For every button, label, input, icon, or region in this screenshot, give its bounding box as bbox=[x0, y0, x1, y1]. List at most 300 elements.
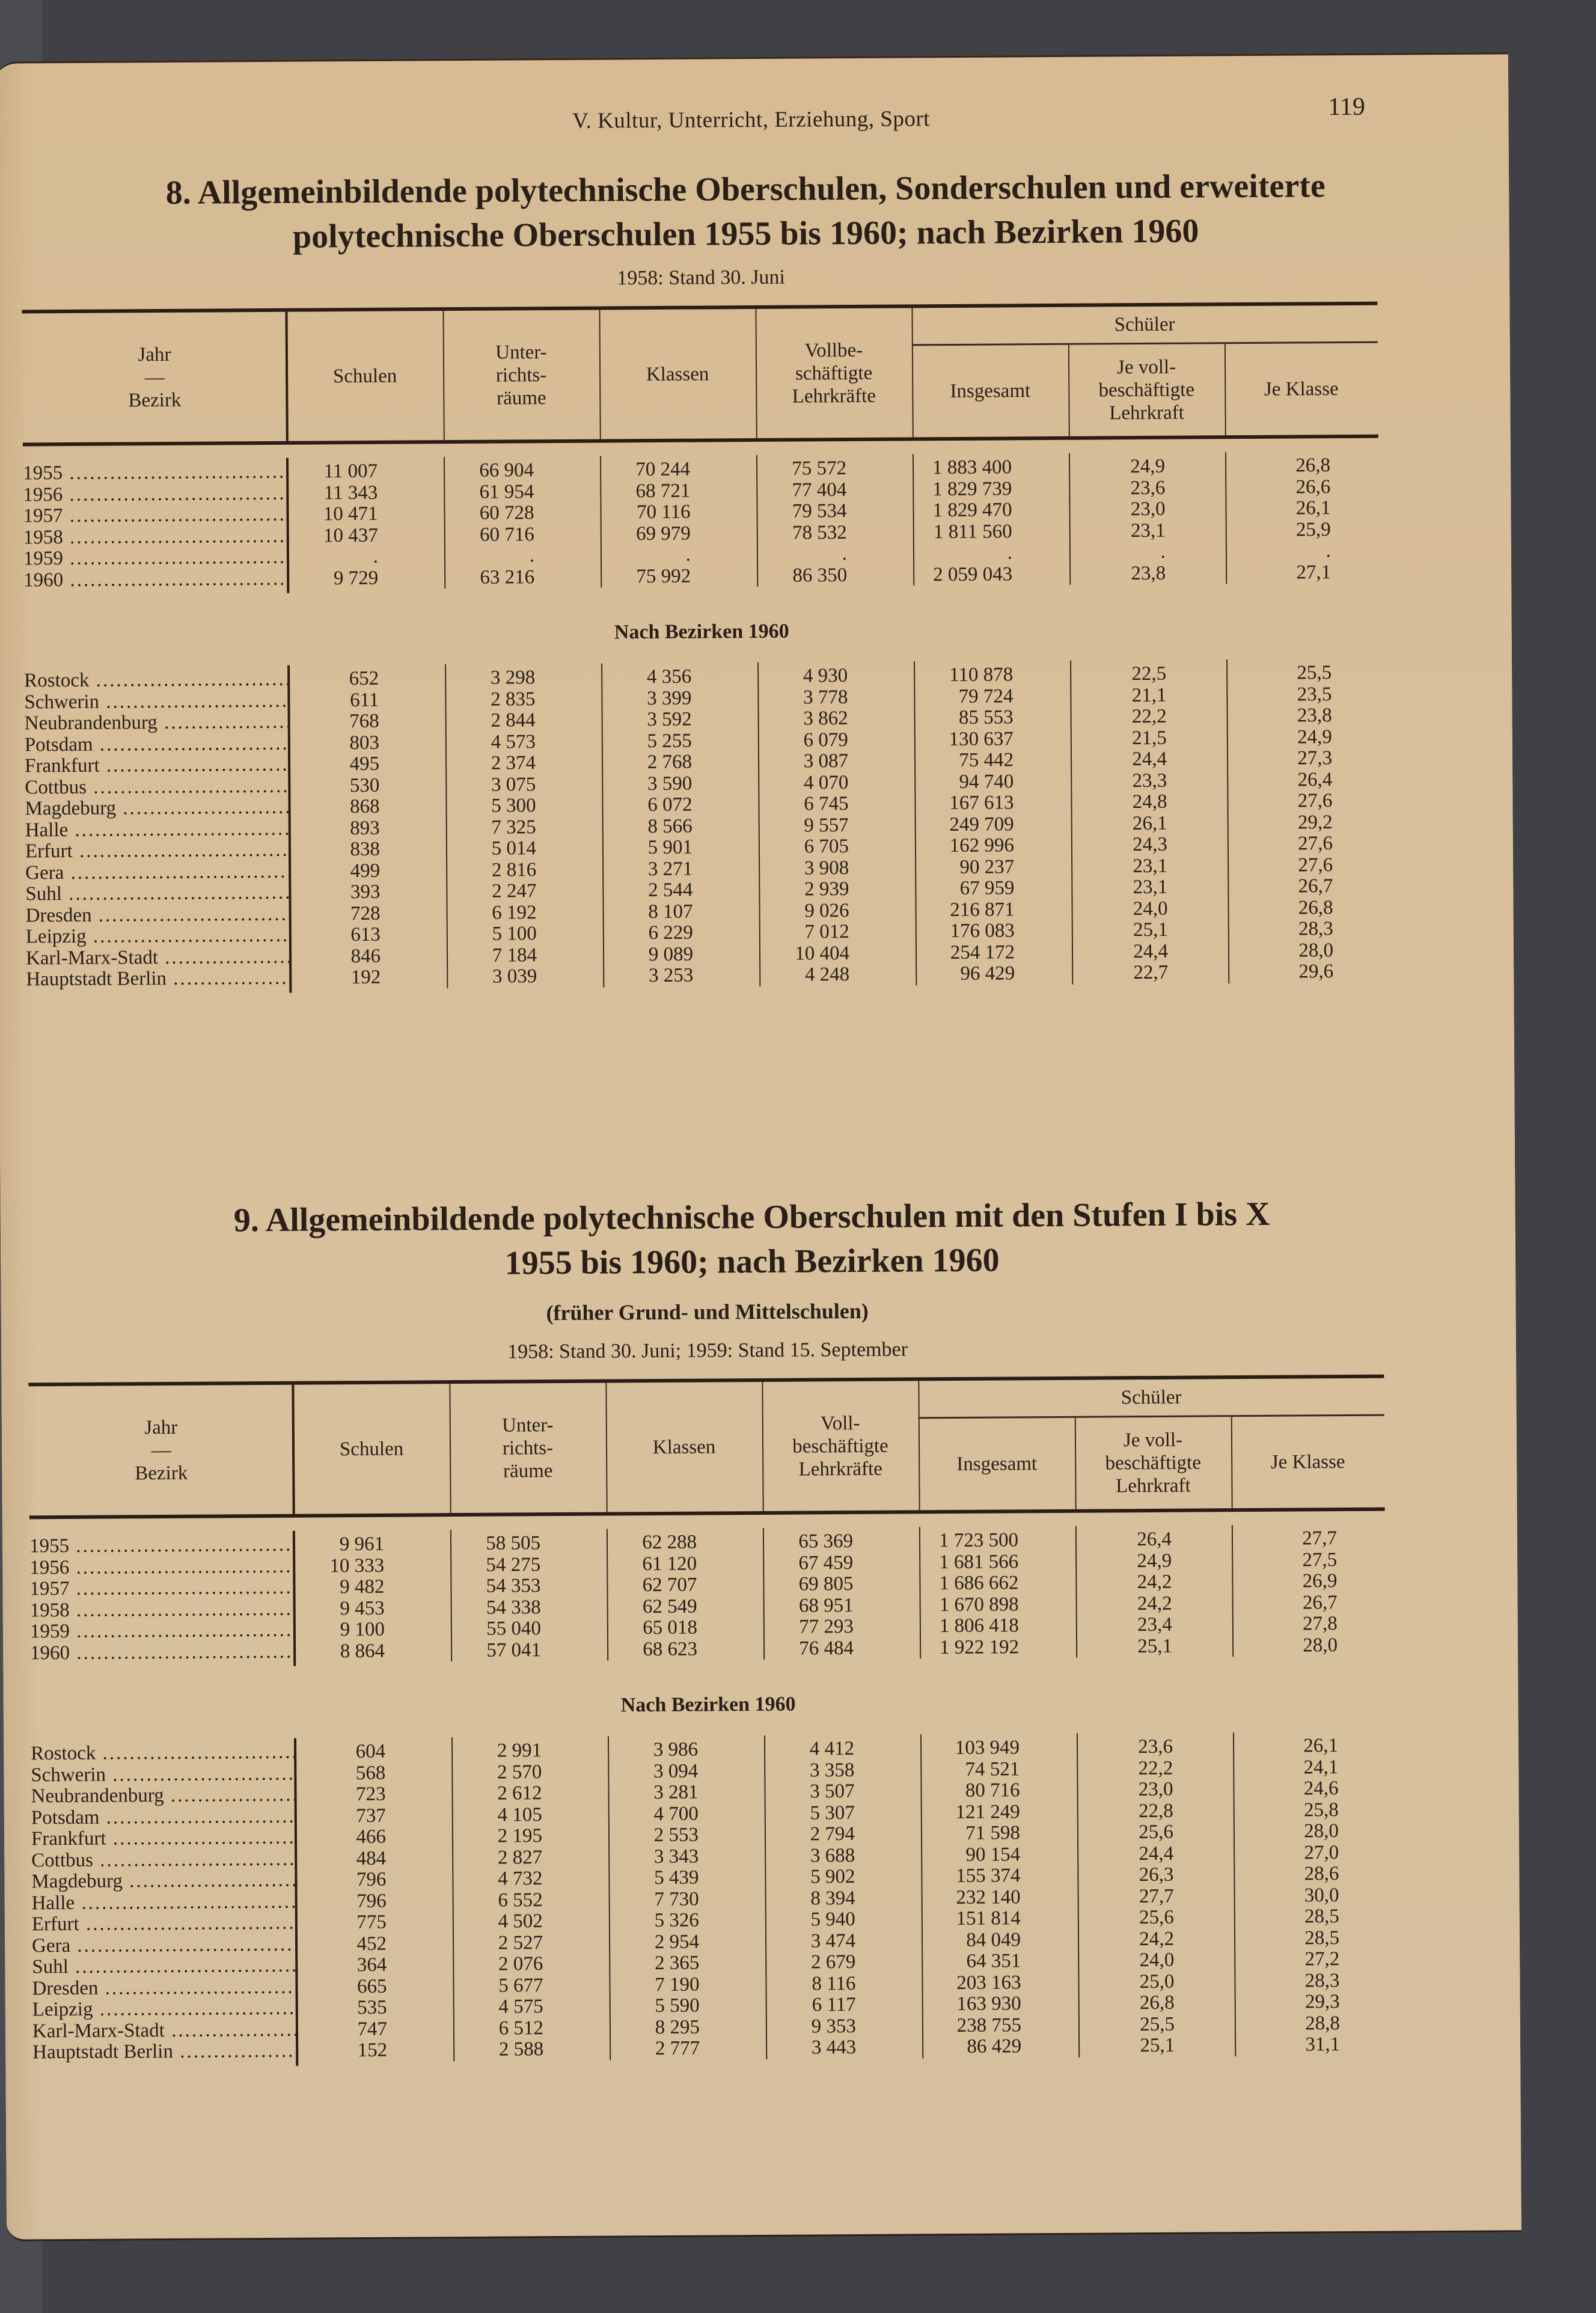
cell-raeume: 60 716 bbox=[479, 523, 534, 546]
cell-raeume: 4 575 bbox=[498, 1996, 543, 2018]
leader-dots bbox=[106, 1827, 296, 1850]
cell-klassen: 3 343 bbox=[653, 1845, 699, 1868]
cell-je-klasse: 27,1 bbox=[1296, 561, 1332, 584]
cell-je-lehrkraft: 23,0 bbox=[1130, 498, 1166, 521]
cell-insgesamt: 203 163 bbox=[956, 1971, 1021, 1994]
cell-je-lehrkraft: 25,5 bbox=[1140, 2013, 1175, 2035]
cell-raeume: 2 816 bbox=[491, 858, 537, 881]
table8-years-block bbox=[23, 451, 1379, 595]
cell-raeume: 7 184 bbox=[492, 944, 537, 967]
col-schulen bbox=[286, 311, 443, 441]
cell-je-lehrkraft: 22,5 bbox=[1131, 662, 1167, 685]
cell-schulen: 10 437 bbox=[323, 524, 378, 546]
schueler-group-label: Schüler bbox=[1121, 1386, 1182, 1408]
table9-subtitle: (früher Grund- und Mittelschulen) bbox=[546, 1298, 869, 1325]
cell-klassen: 3 094 bbox=[653, 1760, 699, 1782]
table8 bbox=[22, 302, 1381, 994]
cell-klassen: 5 326 bbox=[654, 1909, 699, 1932]
cell-je-lehrkraft: 23,1 bbox=[1133, 876, 1168, 899]
cell-je-lehrkraft: 24,0 bbox=[1139, 1949, 1175, 1972]
col-group-schueler bbox=[918, 1378, 1384, 1419]
cell-klassen: 3 986 bbox=[653, 1738, 699, 1761]
cell-raeume: 60 728 bbox=[479, 502, 534, 524]
cell-je-klasse: 26,1 bbox=[1295, 497, 1331, 519]
cell-raeume: 2 991 bbox=[497, 1740, 542, 1762]
cell-lehrkraefte: 3 474 bbox=[810, 1930, 856, 1952]
cell-klassen: 7 730 bbox=[654, 1888, 699, 1910]
cell-je-lehrkraft: 24,2 bbox=[1139, 1928, 1175, 1950]
leader-dots bbox=[173, 2041, 298, 2062]
row-label: Suhl ..... bbox=[32, 1955, 296, 1978]
cell-schulen: 11 343 bbox=[323, 481, 378, 504]
leader-dots bbox=[91, 903, 290, 926]
cell-je-lehrkraft: 25,1 bbox=[1140, 2034, 1175, 2057]
cell-raeume: 2 374 bbox=[491, 752, 536, 774]
col-je-lehrkraft bbox=[1068, 344, 1225, 436]
col-je-lehrkraft bbox=[1075, 1417, 1232, 1509]
cell-klassen: 65 018 bbox=[643, 1616, 697, 1639]
col-lehrkraefte-line: schäftigte bbox=[795, 362, 873, 385]
col-schulen-label: Schulen bbox=[332, 365, 397, 387]
cell-schulen: . bbox=[373, 545, 379, 567]
cell-klassen: 62 707 bbox=[642, 1574, 697, 1596]
col-lehrkraefte-line: Lehrkräfte bbox=[798, 1458, 883, 1480]
cell-raeume: 4 573 bbox=[491, 730, 536, 753]
cell-schulen: 665 bbox=[356, 1975, 387, 1997]
row-label: 1956 ..... bbox=[29, 1556, 294, 1578]
cell-schulen: 737 bbox=[356, 1804, 386, 1827]
cell-je-klasse: 26,8 bbox=[1295, 454, 1331, 477]
row-label: Rostock ..... bbox=[24, 669, 289, 692]
col-jahr-bezirk-line: Jahr bbox=[138, 343, 171, 365]
cell-schulen: 803 bbox=[349, 732, 379, 754]
cell-raeume: 5 677 bbox=[498, 1974, 543, 1997]
cell-raeume: 54 353 bbox=[486, 1575, 541, 1597]
cell-je-lehrkraft: 23,6 bbox=[1138, 1735, 1173, 1758]
leader-dots bbox=[116, 797, 290, 819]
cell-schulen: 364 bbox=[356, 1954, 387, 1976]
cell-lehrkraefte: 3 358 bbox=[809, 1759, 855, 1781]
col-je-klasse-label: Je Klasse bbox=[1264, 378, 1339, 400]
leader-dots bbox=[64, 861, 290, 883]
row-label: Karl-Marx-Stadt ..... bbox=[26, 946, 290, 969]
leader-dots bbox=[106, 1763, 296, 1785]
cell-je-lehrkraft: 24,4 bbox=[1139, 1842, 1174, 1865]
leader-dots bbox=[75, 1891, 296, 1913]
leader-dots bbox=[165, 2019, 297, 2041]
cell-insgesamt: 162 996 bbox=[949, 834, 1015, 857]
cell-je-klasse: 29,6 bbox=[1298, 961, 1334, 983]
table8-title-line1: 8. Allgemeinbildende polytechnische Oberschulen, Sonderschulen und erweiterte bbox=[165, 167, 1325, 212]
running-head: V. Kultur, Unterricht, Erziehung, Sport bbox=[572, 106, 931, 133]
col-unterrichtsraeume bbox=[442, 310, 599, 441]
row-label: 1959 ..... bbox=[30, 1620, 295, 1643]
table9-title bbox=[91, 1191, 1414, 1288]
cell-schulen: 796 bbox=[356, 1868, 387, 1891]
cell-lehrkraefte: 8 116 bbox=[812, 1972, 856, 1994]
cell-je-lehrkraft: . bbox=[1160, 540, 1166, 563]
cell-je-klasse: 24,9 bbox=[1297, 726, 1332, 748]
cell-lehrkraefte: 3 087 bbox=[803, 750, 849, 772]
table8-title-line2: polytechnische Oberschulen 1955 bis 1960; nach Bezirken 1960 bbox=[292, 212, 1199, 255]
cell-je-klasse: 28,3 bbox=[1298, 918, 1333, 940]
col-je-lehrkraft-line: Je voll- bbox=[1116, 356, 1176, 379]
cell-klassen: 3 253 bbox=[648, 964, 694, 987]
leader-dots bbox=[69, 1577, 294, 1600]
cell-lehrkraefte: 7 012 bbox=[804, 921, 849, 943]
col-lehrkraefte-line: Vollbe- bbox=[804, 339, 863, 361]
cell-je-klasse: 25,9 bbox=[1295, 518, 1331, 541]
cell-insgesamt: 71 598 bbox=[965, 1822, 1021, 1844]
col-jahr-bezirk-line: — bbox=[144, 366, 165, 388]
col-jahr-bezirk-line: Bezirk bbox=[135, 1462, 188, 1484]
cell-insgesamt: 75 442 bbox=[959, 749, 1014, 771]
cell-je-lehrkraft: 23,3 bbox=[1132, 769, 1167, 792]
cell-je-lehrkraft: 23,4 bbox=[1137, 1613, 1172, 1636]
cell-insgesamt: 94 740 bbox=[959, 770, 1014, 793]
cell-je-lehrkraft: 24,0 bbox=[1133, 897, 1168, 920]
leader-dots bbox=[93, 1998, 296, 2020]
col-je-klasse bbox=[1231, 1416, 1385, 1509]
cell-klassen: 70 116 bbox=[636, 501, 691, 524]
cell-lehrkraefte: 3 507 bbox=[810, 1780, 855, 1803]
leader-dots bbox=[157, 712, 289, 733]
cell-je-klasse: 28,5 bbox=[1304, 1905, 1339, 1928]
cell-je-lehrkraft: 21,1 bbox=[1131, 684, 1167, 706]
col-jahr-bezirk bbox=[22, 312, 287, 443]
row-label: Hauptstadt Berlin ..... bbox=[26, 968, 290, 991]
cell-insgesamt: 90 154 bbox=[965, 1843, 1021, 1866]
cell-insgesamt: 176 083 bbox=[950, 920, 1015, 943]
cell-klassen: 2 768 bbox=[647, 751, 693, 774]
cell-schulen: 499 bbox=[350, 860, 381, 882]
leader-dots bbox=[70, 1598, 295, 1621]
row-label: Gera ..... bbox=[32, 1934, 296, 1957]
cell-insgesamt: 90 237 bbox=[959, 855, 1015, 878]
leader-dots bbox=[69, 1556, 294, 1578]
cell-je-lehrkraft: 26,1 bbox=[1132, 812, 1167, 834]
row-label: Erfurt ..... bbox=[32, 1913, 296, 1936]
cell-je-lehrkraft: 24,8 bbox=[1132, 790, 1167, 813]
cell-schulen: 868 bbox=[349, 795, 380, 818]
cell-je-klasse: . bbox=[1325, 540, 1332, 562]
cell-je-klasse: 27,6 bbox=[1297, 790, 1333, 812]
leader-dots bbox=[164, 1785, 296, 1806]
cell-insgesamt: 1 670 898 bbox=[939, 1593, 1019, 1616]
row-label: Dresden ..... bbox=[32, 1976, 296, 1999]
cell-raeume: 2 076 bbox=[498, 1953, 543, 1975]
cell-je-lehrkraft: 22,7 bbox=[1133, 961, 1169, 984]
cell-lehrkraefte: 5 902 bbox=[810, 1866, 855, 1888]
row-label: Schwerin ..... bbox=[24, 690, 289, 713]
row-label: 1958 ..... bbox=[30, 1598, 295, 1621]
cell-je-klasse: 27,6 bbox=[1298, 854, 1333, 876]
cell-je-klasse: 23,8 bbox=[1297, 704, 1332, 727]
cell-je-klasse: 27,3 bbox=[1297, 747, 1333, 769]
cell-insgesamt: 103 949 bbox=[955, 1737, 1020, 1759]
cell-je-klasse: 26,1 bbox=[1303, 1735, 1339, 1757]
cell-raeume: 61 954 bbox=[479, 480, 534, 503]
cell-klassen: 5 590 bbox=[655, 1994, 700, 2017]
cell-insgesamt: 110 878 bbox=[949, 664, 1014, 686]
cell-je-lehrkraft: 22,8 bbox=[1138, 1800, 1173, 1822]
cell-je-klasse: 28,6 bbox=[1304, 1863, 1339, 1885]
cell-lehrkraefte: 65 369 bbox=[798, 1530, 854, 1553]
cell-raeume: 63 216 bbox=[480, 566, 535, 588]
leader-dots bbox=[69, 1535, 294, 1557]
leader-dots bbox=[70, 1620, 295, 1642]
cell-schulen: 893 bbox=[350, 817, 380, 839]
cell-raeume: 3 039 bbox=[492, 965, 537, 988]
col-jahr-bezirk-line: — bbox=[151, 1439, 171, 1461]
cell-je-klasse: 26,7 bbox=[1298, 875, 1333, 897]
leader-dots bbox=[70, 1641, 295, 1663]
col-lehrkraefte-line: Lehrkräfte bbox=[792, 385, 876, 408]
cell-raeume: 6 192 bbox=[492, 901, 537, 924]
col-insgesamt bbox=[919, 1418, 1075, 1511]
col-jahr-bezirk-line: Bezirk bbox=[128, 389, 182, 411]
leader-dots bbox=[73, 840, 290, 862]
cell-klassen: 3 590 bbox=[647, 772, 693, 795]
cell-je-lehrkraft: 24,9 bbox=[1137, 1550, 1172, 1572]
row-label: Potsdam ..... bbox=[25, 733, 289, 756]
cell-je-klasse: 27,0 bbox=[1304, 1841, 1339, 1863]
row-label: 1960 ..... bbox=[23, 568, 288, 591]
row-label: 1957 ..... bbox=[23, 504, 287, 527]
cell-schulen: 152 bbox=[357, 2039, 388, 2062]
cell-schulen: 10 471 bbox=[323, 503, 378, 525]
cell-lehrkraefte: 4 248 bbox=[804, 964, 850, 986]
col-lehrkraefte bbox=[755, 308, 912, 438]
cell-je-klasse: 28,3 bbox=[1304, 1969, 1340, 1991]
cell-klassen: 8 566 bbox=[647, 815, 693, 837]
cell-lehrkraefte: 9 026 bbox=[804, 899, 849, 922]
cell-raeume: 54 338 bbox=[486, 1596, 541, 1619]
cell-klassen: 3 281 bbox=[653, 1781, 699, 1804]
cell-insgesamt: 1 829 470 bbox=[932, 499, 1012, 522]
cell-klassen: 6 072 bbox=[647, 793, 693, 816]
table8-bezirke-block bbox=[24, 659, 1381, 994]
cell-lehrkraefte: 5 307 bbox=[810, 1801, 855, 1824]
cell-je-lehrkraft: 23,8 bbox=[1131, 562, 1166, 584]
col-lehrkraefte-line: beschäftigte bbox=[792, 1435, 888, 1458]
row-label: 1958 ..... bbox=[23, 525, 288, 548]
cell-klassen: . bbox=[685, 543, 691, 566]
row-label: Gera ..... bbox=[25, 861, 290, 884]
cell-insgesamt: 254 172 bbox=[950, 941, 1015, 964]
cell-je-klasse: 29,2 bbox=[1297, 811, 1333, 833]
row-label: Neubrandenburg ..... bbox=[25, 712, 289, 735]
leader-dots bbox=[69, 1955, 297, 1978]
cell-insgesamt: 1 681 566 bbox=[939, 1550, 1019, 1573]
cell-lehrkraefte: 10 404 bbox=[795, 942, 850, 965]
col-schulen-label: Schulen bbox=[339, 1438, 404, 1460]
cell-je-lehrkraft: 23,6 bbox=[1130, 477, 1166, 499]
cell-je-klasse: 28,0 bbox=[1298, 939, 1334, 961]
row-label: Dresden ..... bbox=[26, 903, 290, 926]
cell-je-klasse: 28,5 bbox=[1304, 1926, 1340, 1949]
cell-lehrkraefte: 9 353 bbox=[811, 2015, 857, 2037]
leader-dots bbox=[93, 1848, 296, 1871]
cell-je-klasse: 24,1 bbox=[1303, 1756, 1339, 1778]
cell-je-lehrkraft: 23,1 bbox=[1130, 519, 1166, 542]
col-klassen bbox=[605, 1382, 762, 1512]
cell-raeume: 2 827 bbox=[497, 1846, 543, 1869]
cell-je-klasse: 28,0 bbox=[1304, 1820, 1339, 1842]
cell-insgesamt: 167 613 bbox=[949, 792, 1014, 814]
col-je-lehrkraft-line: beschäftigte bbox=[1098, 379, 1195, 402]
cell-klassen: 62 549 bbox=[642, 1595, 697, 1618]
cell-klassen: 69 979 bbox=[635, 522, 691, 545]
leader-dots bbox=[96, 1742, 295, 1764]
cell-lehrkraefte: 77 293 bbox=[799, 1616, 854, 1638]
cell-je-lehrkraft: 24,4 bbox=[1132, 748, 1167, 771]
cell-lehrkraefte: 2 794 bbox=[810, 1823, 855, 1845]
cell-insgesamt: 238 755 bbox=[956, 2014, 1022, 2036]
cell-klassen: 8 107 bbox=[648, 900, 693, 923]
cell-je-klasse: 25,8 bbox=[1303, 1798, 1339, 1821]
cell-lehrkraefte: 4 070 bbox=[803, 771, 849, 794]
col-unterrichtsraeume-line: richts- bbox=[502, 1437, 554, 1459]
cell-raeume: 2 612 bbox=[497, 1782, 542, 1804]
col-insgesamt bbox=[912, 345, 1069, 438]
col-insgesamt-label: Insgesamt bbox=[956, 1453, 1038, 1475]
cell-schulen: 9 961 bbox=[339, 1533, 385, 1556]
cell-raeume: 2 247 bbox=[492, 880, 537, 902]
cell-schulen: 846 bbox=[350, 945, 381, 967]
cell-klassen: 68 721 bbox=[635, 480, 691, 502]
cell-raeume: 6 512 bbox=[498, 2017, 544, 2040]
cell-klassen: 2 544 bbox=[648, 879, 693, 902]
row-label: Neubrandenburg ..... bbox=[31, 1785, 295, 1807]
cell-schulen: 9 729 bbox=[333, 567, 379, 589]
cell-schulen: 611 bbox=[350, 689, 379, 711]
cell-je-lehrkraft: 25,1 bbox=[1137, 1635, 1173, 1657]
cell-lehrkraefte: 4 930 bbox=[803, 665, 848, 687]
cell-klassen: 2 777 bbox=[655, 2037, 700, 2060]
cell-raeume: 2 527 bbox=[498, 1931, 543, 1954]
row-label: Magdeburg ..... bbox=[25, 797, 289, 820]
col-unterrichtsraeume bbox=[449, 1383, 606, 1514]
cell-klassen: 62 288 bbox=[642, 1531, 697, 1554]
leader-dots bbox=[79, 1913, 296, 1935]
cell-lehrkraefte: 6 117 bbox=[812, 1994, 856, 2016]
cell-je-lehrkraft: 23,1 bbox=[1133, 855, 1168, 877]
col-unterrichtsraeume-line: Unter- bbox=[495, 341, 547, 364]
cell-je-lehrkraft: 24,2 bbox=[1137, 1571, 1172, 1593]
cell-klassen: 70 244 bbox=[635, 458, 691, 481]
table9-title-line1: 9. Allgemeinbildende polytechnische Oberschulen mit den Stufen I bis X bbox=[233, 1195, 1270, 1239]
cell-insgesamt: 84 049 bbox=[966, 1928, 1021, 1951]
cell-schulen: 613 bbox=[350, 923, 381, 946]
cell-lehrkraefte: 2 679 bbox=[810, 1951, 856, 1973]
cell-je-klasse: 23,5 bbox=[1297, 683, 1332, 706]
section-heading-bezirke: Nach Bezirken 1960 bbox=[620, 1693, 796, 1717]
row-label: Halle ..... bbox=[32, 1891, 296, 1914]
table9-header bbox=[28, 1375, 1384, 1520]
table9-title-line2: 1955 bis 1960; nach Bezirken 1960 bbox=[504, 1241, 1000, 1282]
leader-dots bbox=[87, 775, 290, 798]
cell-schulen: 723 bbox=[355, 1783, 386, 1806]
cell-klassen: 8 295 bbox=[655, 2016, 700, 2038]
cell-klassen: 9 089 bbox=[648, 943, 694, 965]
cell-raeume: 4 732 bbox=[498, 1868, 543, 1890]
cell-je-lehrkraft: 25,6 bbox=[1139, 1821, 1174, 1844]
cell-je-klasse: 26,4 bbox=[1297, 768, 1333, 790]
cell-klassen: 75 992 bbox=[636, 565, 691, 587]
cell-schulen: 604 bbox=[355, 1740, 386, 1763]
cell-klassen: 5 255 bbox=[647, 730, 692, 752]
col-klassen bbox=[599, 309, 756, 439]
cell-je-klasse: 25,5 bbox=[1297, 662, 1332, 684]
col-lehrkraefte bbox=[762, 1381, 919, 1511]
row-label: Halle ..... bbox=[25, 818, 290, 841]
cell-klassen: 68 623 bbox=[643, 1638, 698, 1660]
col-lehrkraefte-line: Voll- bbox=[820, 1412, 860, 1434]
row-label: Frankfurt ..... bbox=[25, 754, 289, 777]
leader-dots bbox=[167, 968, 291, 989]
cell-je-lehrkraft: 24,3 bbox=[1133, 833, 1168, 856]
cell-lehrkraefte: 3 862 bbox=[803, 707, 848, 730]
row-label: Cottbus ..... bbox=[25, 775, 289, 798]
cell-je-lehrkraft: 25,1 bbox=[1133, 918, 1168, 941]
cell-schulen: 768 bbox=[349, 710, 379, 733]
cell-lehrkraefte: 9 557 bbox=[804, 814, 849, 837]
cell-klassen: 2 553 bbox=[653, 1824, 699, 1847]
cell-je-lehrkraft: 24,2 bbox=[1137, 1592, 1172, 1615]
cell-raeume: . bbox=[529, 545, 535, 567]
cell-insgesamt: . bbox=[1007, 542, 1013, 564]
col-je-lehrkraft-line: Lehrkraft bbox=[1116, 1474, 1191, 1497]
cell-schulen: 652 bbox=[349, 667, 379, 690]
table8-note: 1958: Stand 30. Juni bbox=[617, 266, 786, 290]
cell-insgesamt: 216 871 bbox=[950, 898, 1015, 921]
table8-header bbox=[22, 302, 1378, 447]
cell-lehrkraefte: 68 951 bbox=[798, 1594, 854, 1617]
cell-schulen: 530 bbox=[349, 774, 380, 796]
cell-je-klasse: 28,0 bbox=[1303, 1634, 1338, 1656]
cell-raeume: 55 040 bbox=[486, 1618, 541, 1640]
cell-raeume: 2 195 bbox=[497, 1825, 543, 1847]
cell-je-lehrkraft: 22,2 bbox=[1138, 1757, 1173, 1779]
col-je-lehrkraft-line: beschäftigte bbox=[1105, 1452, 1202, 1474]
table9-note: 1958: Stand 30. Juni; 1959: Stand 15. September bbox=[507, 1338, 908, 1363]
cell-je-klasse: 27,5 bbox=[1302, 1548, 1338, 1571]
cell-je-klasse: 27,8 bbox=[1303, 1613, 1338, 1635]
row-label: Cottbus ..... bbox=[31, 1848, 296, 1871]
cell-schulen: 728 bbox=[350, 902, 381, 924]
leader-dots bbox=[98, 1976, 296, 1999]
schueler-group-label: Schüler bbox=[1114, 313, 1175, 335]
cell-schulen: 775 bbox=[356, 1911, 387, 1934]
leader-dots bbox=[63, 504, 287, 527]
cell-raeume: 57 041 bbox=[486, 1639, 542, 1661]
cell-raeume: 4 502 bbox=[498, 1910, 543, 1933]
leader-dots bbox=[63, 483, 287, 505]
row-label: Erfurt ..... bbox=[25, 840, 290, 863]
cell-lehrkraefte: . bbox=[842, 543, 848, 565]
row-label: 1957 ..... bbox=[29, 1577, 294, 1600]
leader-dots bbox=[63, 568, 288, 590]
col-jahr-bezirk-line: Jahr bbox=[144, 1416, 178, 1438]
cell-schulen: 568 bbox=[355, 1762, 386, 1784]
cell-klassen: 5 439 bbox=[654, 1866, 699, 1889]
col-jahr-bezirk bbox=[28, 1385, 293, 1516]
cell-raeume: 2 570 bbox=[497, 1761, 542, 1783]
cell-insgesamt: 232 140 bbox=[956, 1886, 1021, 1908]
row-label: Potsdam ..... bbox=[31, 1806, 296, 1829]
col-klassen-label: Klassen bbox=[652, 1435, 716, 1458]
